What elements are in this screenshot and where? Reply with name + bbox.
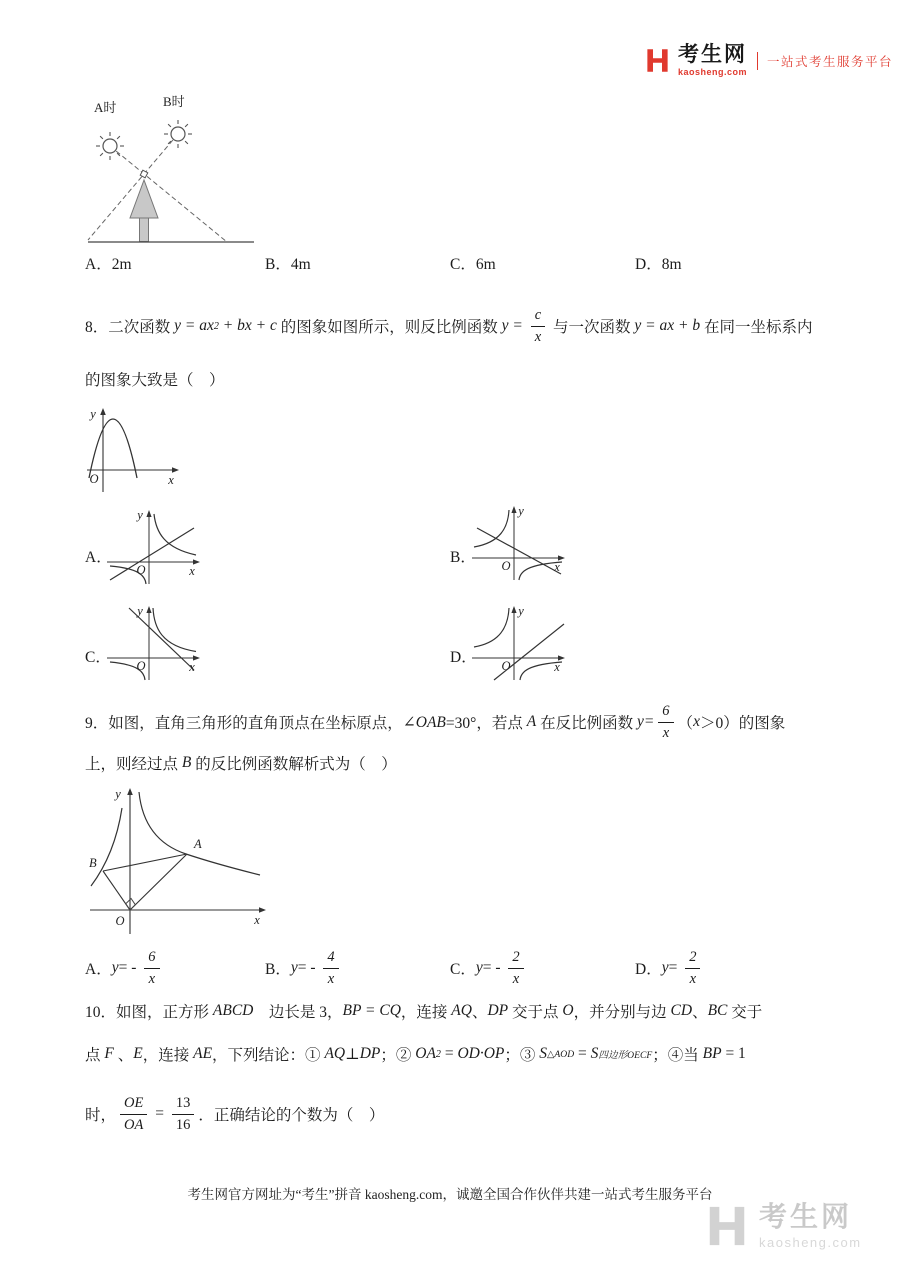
math-run: AQ (324, 1045, 346, 1062)
fraction-numerator: OE (120, 1095, 147, 1115)
math-run: ABCD (212, 1002, 254, 1019)
text-run: 与一次函数 (549, 319, 635, 336)
math-run: S (539, 1045, 548, 1062)
text-run: =30°，若点 (445, 715, 527, 732)
watermark-brand-name: 考生网 (759, 1201, 853, 1232)
text-run: 10．如图，正方形 (85, 1004, 213, 1021)
text-run: 、 (471, 1004, 488, 1021)
brand-text-block (678, 44, 747, 77)
math-run: BP (702, 1045, 722, 1062)
point-a-label: A (194, 837, 202, 851)
site-logo (644, 44, 893, 77)
sun-a-label: A时 (94, 100, 117, 115)
fraction (658, 703, 673, 741)
text-run: 的反比例函数解析式为（ ） (191, 756, 397, 773)
math-run: E (133, 1045, 143, 1062)
q9-coordinate-figure (84, 782, 274, 937)
fraction-numerator: 6 (658, 703, 673, 723)
fraction (508, 949, 523, 987)
text-run: C． (450, 961, 476, 978)
fraction-denominator: x (327, 970, 335, 987)
text-run: 交于 (727, 1004, 763, 1021)
q8-option-d-graph (469, 602, 569, 684)
math-run: y = (501, 317, 527, 334)
math-run: OD·OP (457, 1045, 505, 1062)
math-run: y = ax (174, 317, 214, 334)
segment-oa (130, 854, 187, 910)
x-axis-label: x (554, 560, 560, 574)
y-axis-label: y (115, 787, 121, 801)
brand-domain: kaosheng.com (678, 67, 748, 77)
q9-option-b (265, 945, 343, 991)
text-run: ；② (380, 1047, 416, 1064)
fraction (531, 307, 545, 345)
math-run: S (590, 1045, 599, 1062)
hyperbola-branch-q1 (153, 608, 196, 652)
fraction-numerator: 13 (172, 1095, 195, 1115)
q8-option-b-label: B． (450, 549, 476, 566)
text-run: ，并分别与边 (573, 1004, 671, 1021)
text-run: ⊥ (345, 1045, 360, 1063)
q10-text-line1 (85, 1000, 762, 1022)
origin-label: O (136, 563, 146, 577)
linear-function-line (477, 528, 561, 574)
math-run: BC (707, 1002, 728, 1019)
math-run: + bx + c (218, 317, 277, 334)
text-run: ；③ (504, 1047, 540, 1064)
q9-option-d (635, 945, 704, 991)
q8-text-line2 (85, 368, 225, 390)
text-run: 在同一坐标系内 (700, 319, 813, 336)
text-run: 点 (85, 1047, 105, 1064)
text-run: 的图象如图所示，则反比例函数 (276, 319, 502, 336)
text-run: = (151, 1105, 168, 1122)
q8-option-c-graph (104, 602, 204, 684)
kaosheng-watermark-icon (704, 1203, 750, 1249)
x-axis-label: x (254, 913, 260, 927)
text-run: = (440, 1045, 458, 1062)
sun-b-icon (164, 120, 192, 148)
q7-option-d: D．8m (635, 256, 682, 273)
fraction-numerator: 6 (144, 949, 159, 969)
math-run: ∠OAB (402, 713, 446, 731)
y-axis-label: y (518, 504, 524, 518)
origin-label: O (136, 659, 146, 673)
fraction (172, 1095, 195, 1133)
q7-option-c: C．6m (450, 256, 496, 273)
origin-label: O (89, 472, 99, 486)
math-run: CD (670, 1002, 693, 1019)
tree-icon (130, 180, 158, 242)
text-run: = (574, 1045, 591, 1062)
q8-option-d-label: D． (450, 649, 477, 666)
text-run: ，连接 (142, 1047, 194, 1064)
fraction-denominator: 16 (175, 1116, 191, 1133)
fraction (685, 949, 700, 987)
fraction (120, 1095, 147, 1133)
text-run: ＞0）的图象 (699, 715, 786, 732)
fraction-denominator: x (662, 724, 670, 741)
text-run: 交于点 (508, 1004, 563, 1021)
subscript: △AOD (547, 1048, 575, 1060)
text-run: = - (297, 959, 320, 976)
q8-text-line1 (85, 300, 812, 352)
text-run: 边长是 3， (253, 1004, 343, 1021)
kaosheng-logo-icon (644, 47, 671, 74)
math-run: y = ax + b (634, 317, 701, 334)
superscript: 2 (213, 320, 219, 332)
x-axis-label: x (554, 660, 560, 674)
superscript: 2 (435, 1048, 441, 1060)
watermark-brand-domain: kaosheng.com (759, 1234, 862, 1250)
math-run: y (661, 959, 669, 976)
x-axis-label: x (189, 564, 195, 578)
math-run: DP (487, 1002, 509, 1019)
text-run: 、 (692, 1004, 708, 1021)
text-run: 9．如图，直角三角形的直角顶点在坐标原点， (85, 715, 403, 732)
y-axis-label: y (137, 604, 143, 618)
q7-option-b: B．4m (265, 256, 311, 273)
watermark-text-block (759, 1202, 862, 1250)
fraction-numerator: 2 (508, 949, 523, 969)
fraction-denominator: x (148, 970, 156, 987)
math-run: y (290, 959, 298, 976)
axes (472, 610, 561, 680)
q8-option-c-label: C． (85, 649, 111, 666)
hyperbola-branch-q1 (139, 792, 260, 875)
text-run: ，连接 (400, 1004, 452, 1021)
text-run: A． (85, 961, 112, 978)
axis-arrows (100, 408, 179, 473)
text-run: 8．二次函数 (85, 319, 175, 336)
math-run: y= (636, 713, 655, 730)
math-run: OA (415, 1045, 436, 1062)
math-run: AQ (451, 1002, 472, 1019)
text-run: （ (677, 715, 694, 732)
hyperbola-branch-q2 (474, 608, 509, 647)
y-axis-label: y (90, 407, 96, 421)
point-b-label: B (89, 856, 97, 870)
sun-b-label: B时 (163, 94, 185, 109)
watermark-logo (704, 1202, 862, 1250)
hyperbola-branch-q2 (91, 808, 122, 886)
fraction (323, 949, 338, 987)
q8-parabola-figure (83, 404, 188, 496)
q10-text-line3 (85, 1088, 384, 1140)
text-run: ；④当 (652, 1047, 703, 1064)
q10-text-line2 (85, 1043, 746, 1065)
math-run: y (111, 959, 119, 976)
q9-option-a (85, 945, 164, 991)
x-axis-label: x (189, 660, 195, 674)
text-run: D． (635, 961, 662, 978)
text-run: ，下列结论：① (212, 1047, 325, 1064)
text-run: 时， (85, 1107, 117, 1124)
text-run: B． (265, 961, 291, 978)
origin-label: O (115, 914, 125, 928)
q9-text-line1 (85, 696, 785, 748)
axes (472, 510, 561, 580)
axes (90, 792, 262, 934)
text-run: = - (482, 959, 505, 976)
origin-label: O (501, 659, 511, 673)
math-run: y (475, 959, 483, 976)
text-run: = (668, 959, 682, 976)
fraction-denominator: x (534, 328, 542, 345)
footer-text: 考生网官方网址为“考生”拼音 kaosheng.com，诚邀全国合作伙伴共建一站式考生服务平台 (187, 1187, 713, 1202)
text-run: = - (118, 959, 141, 976)
q8-option-a-graph (104, 506, 204, 588)
math-run: AE (193, 1045, 213, 1062)
math-run: DP (359, 1045, 381, 1062)
axis-arrows (146, 606, 200, 661)
text-run: 、 (113, 1047, 134, 1064)
brand-name: 考生网 (678, 43, 747, 66)
brand-tagline: 一站式考生服务平台 (757, 52, 893, 70)
q8-option-a-label: A． (85, 549, 112, 566)
math-run: A (526, 713, 537, 730)
light-ray-a (110, 146, 227, 242)
q8-option-b-graph (469, 502, 569, 584)
text-run: ．正确结论的个数为（ ） (198, 1107, 385, 1124)
math-run: F (104, 1045, 114, 1062)
origin-label: O (501, 559, 511, 573)
y-axis-label: y (137, 508, 143, 522)
text-run: = 1 (721, 1045, 746, 1062)
segment-ba (103, 854, 187, 871)
fraction-denominator: x (689, 970, 697, 987)
math-run: BP = CQ (342, 1002, 401, 1019)
q7-option-a: A．2m (85, 256, 132, 273)
q9-option-c (450, 945, 528, 991)
subscript: 四边形OECF (598, 1050, 653, 1061)
fraction-numerator: 2 (685, 949, 700, 969)
fraction-numerator: c (531, 307, 545, 327)
light-ray-b (88, 134, 178, 240)
linear-function-line (110, 528, 194, 580)
fraction (144, 949, 159, 987)
sun-a-icon (96, 132, 124, 160)
text-run: 的图象大致是（ ） (85, 372, 225, 389)
text-run: 在反比例函数 (536, 715, 637, 732)
hyperbola-branch-q2 (474, 510, 509, 547)
fraction-denominator: OA (124, 1116, 144, 1133)
q9-text-line2 (85, 752, 397, 774)
y-axis-label: y (518, 604, 524, 618)
x-axis-label: x (168, 473, 174, 487)
text-run: 上，则经过点 (85, 756, 182, 773)
math-run: B (181, 754, 192, 771)
axes (107, 610, 196, 680)
math-run: x (693, 713, 700, 730)
fraction-numerator: 4 (323, 949, 338, 969)
parabola-curve (89, 419, 137, 478)
q7-shadow-figure (84, 92, 269, 252)
fraction-denominator: x (512, 970, 520, 987)
math-run: O (562, 1002, 574, 1019)
